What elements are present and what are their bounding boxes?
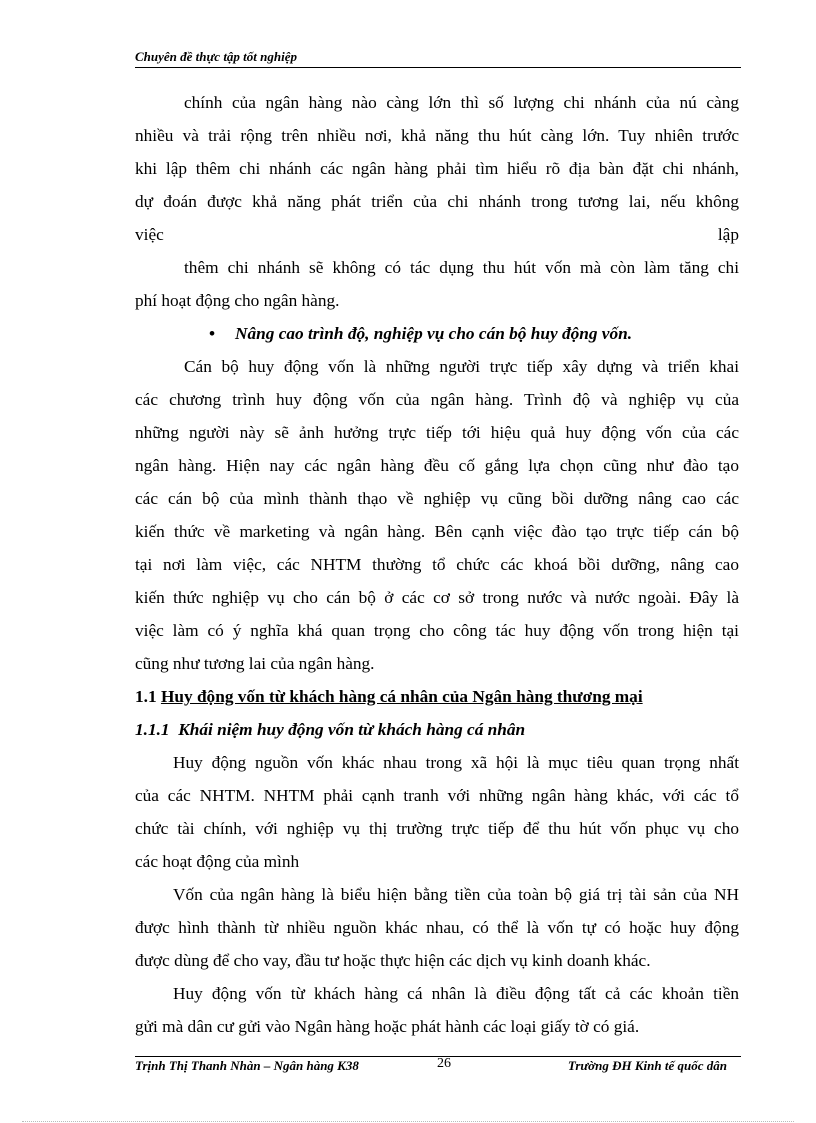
subsection-title: Khái niệm huy động vốn từ khách hàng cá nhân — [178, 720, 526, 739]
section-title: Huy động vốn từ khách hàng cá nhân của Ngân hàng thương mại — [160, 687, 643, 706]
paragraph-line: việc làm có ý nghĩa khá quan trọng cho công tác huy động vốn trong hiện tại — [135, 621, 739, 640]
paragraph-line: Vốn của ngân hàng là biểu hiện bằng tiền của toàn bộ giá trị tài sản của NH — [173, 885, 739, 904]
paragraph-line: Huy động vốn từ khách hàng cá nhân là điều động tất cả các khoản tiền — [173, 984, 739, 1003]
paragraph-line: phí hoạt động cho ngân hàng. — [135, 291, 340, 310]
footer-author: Trịnh Thị Thanh Nhàn – Ngân hàng K38 — [135, 1058, 359, 1073]
paragraph-line: Cán bộ huy động vốn là những người trực tiếp xây dựng và triển khai — [184, 357, 739, 376]
paragraph-line: kiến thức về marketing và ngân hàng. Bên cạnh việc đào tạo trực tiếp cán bộ — [135, 522, 739, 541]
document-body — [135, 86, 739, 1043]
paragraph-line: kiến thức nghiệp vụ cho cán bộ ở các cơ sở trong nước và nước ngoài. Đây là — [135, 588, 739, 607]
paragraph-line: ngân hàng. Hiện nay các ngân hàng đều cố gắng lựa chọn cũng như đào tạo — [135, 456, 739, 475]
page-header-title: Chuyên đề thực tập tốt nghiệp — [135, 49, 297, 64]
paragraph-line: gửi mà dân cư gửi vào Ngân hàng hoặc phát hành các loại giấy tờ có giá. — [135, 1017, 640, 1036]
paragraph-line-split — [135, 218, 739, 251]
paragraph-line: Huy động nguồn vốn khác nhau trong xã hội là mục tiêu quan trọng nhất — [173, 753, 739, 772]
bullet-icon: • — [209, 324, 216, 343]
paragraph-line: cũng như tương lai của ngân hàng. — [135, 654, 375, 673]
paragraph-line: dự đoán được khả năng phát triển của chi nhánh trong tương lai, nếu không — [135, 192, 739, 211]
bullet-heading — [135, 317, 739, 350]
subsection-number: 1.1.1 — [135, 720, 170, 739]
page-number: 26 — [437, 1056, 451, 1071]
section-number: 1.1 — [135, 687, 157, 706]
bullet-text: Nâng cao trình độ, nghiệp vụ cho cán bộ huy động vốn. — [235, 324, 633, 343]
footer-school: Trường ĐH Kinh tế quốc dân — [567, 1058, 727, 1073]
paragraph-line: tại nơi làm việc, các NHTM thường tổ chức các khoá bồi dưỡng, nâng cao — [135, 555, 739, 574]
paragraph-line: chính của ngân hàng nào càng lớn thì số lượng chi nhánh của nú càng — [184, 93, 739, 112]
paragraph-line: các hoạt động của mình — [135, 852, 300, 871]
paragraph-word: lập — [717, 225, 739, 244]
paragraph-line: thêm chi nhánh sẽ không có tác dụng thu hút vốn mà còn làm tăng chi — [184, 258, 739, 277]
paragraph-line: của các NHTM. NHTM phải cạnh tranh với những ngân hàng khác, với các tổ — [135, 786, 739, 805]
paragraph-line: khi lập thêm chi nhánh các ngân hàng phải tìm hiểu rõ địa bàn đặt chi nhánh, — [135, 159, 739, 178]
paragraph-word: việc — [135, 225, 164, 244]
paragraph-line: các cán bộ của mình thành thạo về nghiệp vụ cũng bồi dưỡng nâng cao các — [135, 489, 739, 508]
paragraph-line: được hình thành từ nhiều nguồn khác nhau, có thể là vốn tự có hoặc huy động — [135, 918, 739, 937]
section-heading-2 — [135, 713, 739, 746]
section-heading-1 — [135, 680, 739, 713]
paragraph-line: chức tài chính, với nghiệp vụ thị trường trực tiếp để thu hút vốn phục vụ cho — [135, 819, 739, 838]
paragraph-line: được dùng để cho vay, đầu tư hoặc thực hiện các dịch vụ kinh doanh khác. — [135, 951, 651, 970]
paragraph-line: các chương trình huy động vốn của ngân hàng. Trình độ và nghiệp vụ của — [135, 390, 739, 409]
header-rule — [135, 67, 741, 68]
paragraph-line: nhiều và trải rộng trên nhiều nơi, khả năng thu hút càng lớn. Tuy nhiên trước — [135, 126, 739, 145]
paragraph-line: những người này sẽ ảnh hưởng trực tiếp tới hiệu quả huy động vốn của các — [135, 423, 739, 442]
page-bottom-edge — [22, 1121, 794, 1122]
